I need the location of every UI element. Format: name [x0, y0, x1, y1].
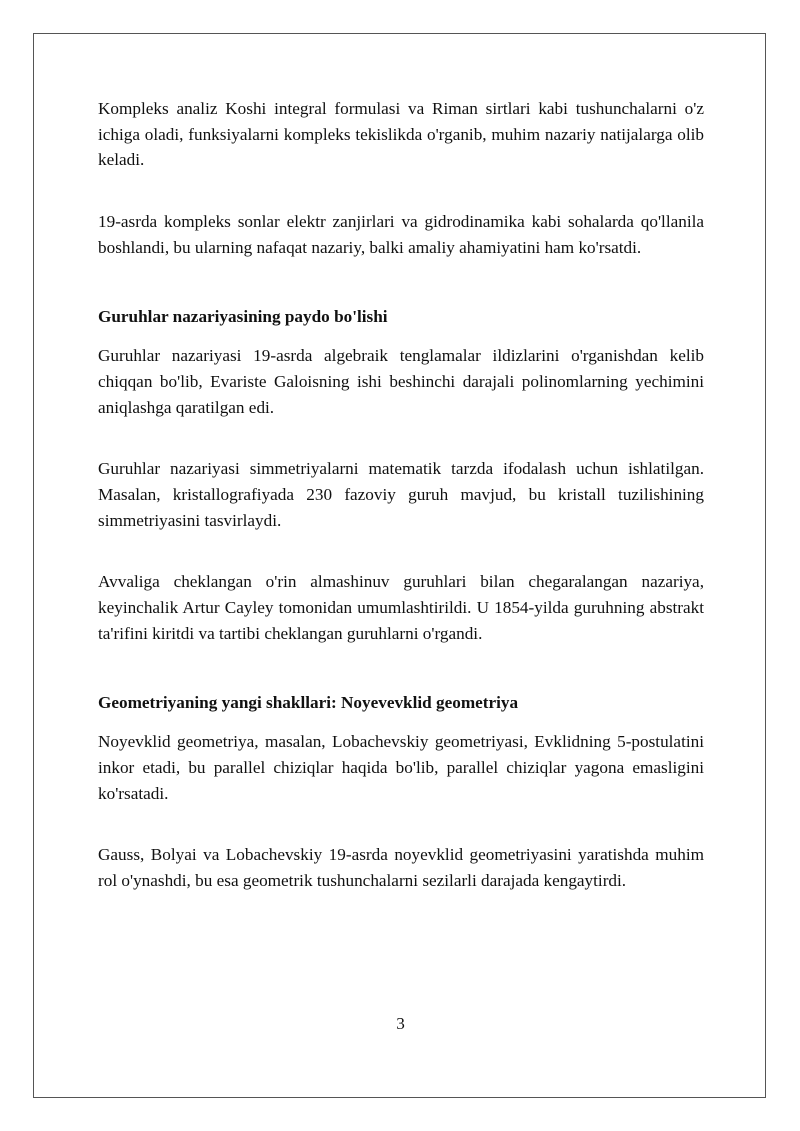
page-content — [98, 96, 704, 894]
paragraph-gauss-bolyai: Gauss, Bolyai va Lobachevskiy 19-asrda noyevklid geometriyasini yaratishda muhim rol o'ynashdi, bu esa geometrik tushunchalarni sezilarli darajada kengaytirdi. — [98, 845, 704, 891]
document-page — [33, 33, 766, 1098]
paragraph-lobachevsky: Noyevklid geometriya, masalan, Lobachevskiy geometriyasi, Evklidning 5-postulatini inkor etadi, bu parallel chiziqlar haqida bo'lib, parallel chiziqlar yagona emasligini ko'rsatadi. — [98, 732, 704, 803]
paragraph-complex-analysis: Kompleks analiz Koshi integral formulasi va Riman sirtlari kabi tushunchalarni o'z ichiga oladi, funksiyalarni kompleks tekislikda o'rganib, muhim nazariy natijalarga olib keladi. — [98, 99, 704, 170]
paragraph-complex-applications: 19-asrda kompleks sonlar elektr zanjirlari va gidrodinamika kabi sohalarda qo'llanila boshlandi, bu ularning nafaqat nazariy, balki amaliy ahamiyatini ham ko'rsatdi. — [98, 212, 704, 257]
paragraph-group-origin: Guruhlar nazariyasi 19-asrda algebraik tenglamalar ildizlarini o'rganishdan kelib chiqqan bo'lib, Evariste Galoisning ishi beshinchi darajali polinomlarning yechimini aniqlashga qaratilgan edi. — [98, 346, 704, 417]
paragraph-group-cayley: Avvaliga cheklangan o'rin almashinuv guruhlari bilan chegaralangan nazariya, keyinchalik Artur Cayley tomonidan umumlashtirildi. U 1854-yilda guruhning abstrakt ta'rifini kiritdi va tartibi cheklangan guruhlarni o'rgandi. — [98, 572, 704, 643]
heading-group-theory: Guruhlar nazariyasining paydo bo'lishi — [98, 306, 388, 326]
heading-non-euclidean: Geometriyaning yangi shakllari: Noyevevklid geometriya — [98, 692, 519, 712]
paragraph-group-symmetry: Guruhlar nazariyasi simmetriyalarni matematik tarzda ifodalash uchun ishlatilgan. Masalan, kristallografiyada 230 fazoviy guruh mavjud, bu kristall tuzilishining simmetriyasini tasvirlaydi. — [98, 459, 704, 530]
page-number: 3 — [396, 1014, 405, 1033]
